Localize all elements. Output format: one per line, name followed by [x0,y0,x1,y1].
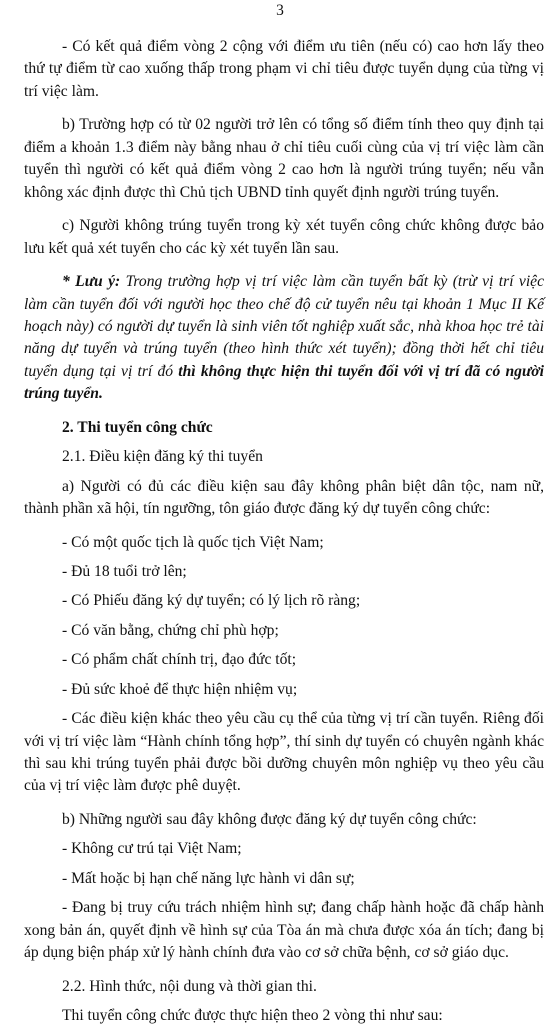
condition-nationality: - Có một quốc tịch là quốc tịch Việt Nam; [62,533,324,551]
condition-other: - Các điều kiện khác theo yêu cầu cụ thể của từng vị trí cần tuyển. Riêng đối với vị trí việc làm “Hành chính tổng hợp”, thí sinh dự tuyển có chuyên ngành khác thì sau khi trúng tuyển phải được bồi dưỡng chuyên môn nghiệp vụ theo yêu cầu của vị trí việc làm được phê duyệt. [24,710,544,795]
page-number: 3 [276,2,284,19]
condition-age: - Đủ 18 tuổi trở lên; [62,563,187,581]
paragraph-eligibility-intro: a) Người có đủ các điều kiện sau đây không phân biệt dân tộc, nam nữ, thành phần xã hội, tín ngưỡng, tôn giáo được đăng ký dự tuyển công chức: [24,477,544,518]
note-emphasis: thì không thực hiện thi tuyển đối với vị trí đã có người trúng tuyển. [24,362,544,403]
heading-section-2-1: 2.1. Điều kiện đăng ký thi tuyển [62,448,263,466]
paragraph-tie-rule: b) Trường hợp có từ 02 người trở lên có tổng số điểm tính theo quy định tại điểm a khoản 1.3 điểm này bằng nhau ở chỉ tiêu cuối cùng của vị trí việc làm cần tuyển thì người có kết quả điểm vòng 2 cao hơn là người trúng tuyển; nếu vẫn không xác định được thì Chủ tịch UBND tỉnh quyết định người trúng tuyển. [24,116,544,201]
condition-health: - Đủ sức khoẻ để thực hiện nhiệm vụ; [62,680,298,698]
condition-degrees: - Có văn bằng, chứng chỉ phù hợp; [62,621,279,639]
ineligible-criminal: - Đang bị truy cứu trách nhiệm hình sự; đang chấp hành hoặc đã chấp hành xong bản án, quyết định về hình sự của Tòa án mà chưa được xóa án tích; đang bị áp dụng biện pháp xử lý hành chính đưa vào cơ sở chữa bệnh, cơ sở giáo dục. [24,899,544,961]
ineligible-residence: - Không cư trú tại Việt Nam; [62,840,242,858]
ineligible-capacity: - Mất hoặc bị hạn chế năng lực hành vi dân sự; [62,869,355,887]
heading-section-2: 2. Thi tuyển công chức [62,418,213,436]
paragraph-ranking-rule: - Có kết quả điểm vòng 2 cộng với điểm ưu tiên (nếu có) cao hơn lấy theo thứ tự điểm từ cao xuống thấp trong phạm vi chỉ tiêu được tuyển dụng của từng vị trí việc làm. [24,38,544,100]
paragraph-ineligible-intro: b) Những người sau đây không được đăng ký dự tuyển công chức: [62,810,477,828]
note-text: Trong trường hợp vị trí việc làm cần tuyển bất kỳ (trừ vị trí việc làm cần tuyển đối với người học theo chế độ cử tuyển nêu tại khoản 1 Mục II Kế hoạch này) có người dự tuyển là sinh viên tốt nghiệp xuất sắc, nhà khoa học trẻ tài năng dự tuyển và trúng tuyển (theo hình thức xét tuyển); đồng thời hết chỉ tiêu tuyển dụng tại vị trí đó [24,273,545,380]
paragraph-two-rounds: Thi tuyển công chức được thực hiện theo 2 vòng thi như sau: [62,1006,443,1024]
condition-registration: - Có Phiếu đăng ký dự tuyển; có lý lịch rõ ràng; [62,592,361,610]
heading-section-2-2: 2.2. Hình thức, nội dung và thời gian thi. [62,977,317,995]
paragraph-no-reservation: c) Người không trúng tuyển trong kỳ xét tuyển công chức không được bảo lưu kết quả xét tuyển cho các kỳ xét tuyển lần sau. [24,217,544,257]
document-body [24,36,544,1034]
condition-ethics: - Có phẩm chất chính trị, đạo đức tốt; [62,651,297,669]
note-paragraph [24,271,544,405]
note-label: * Lưu ý: [62,273,121,291]
